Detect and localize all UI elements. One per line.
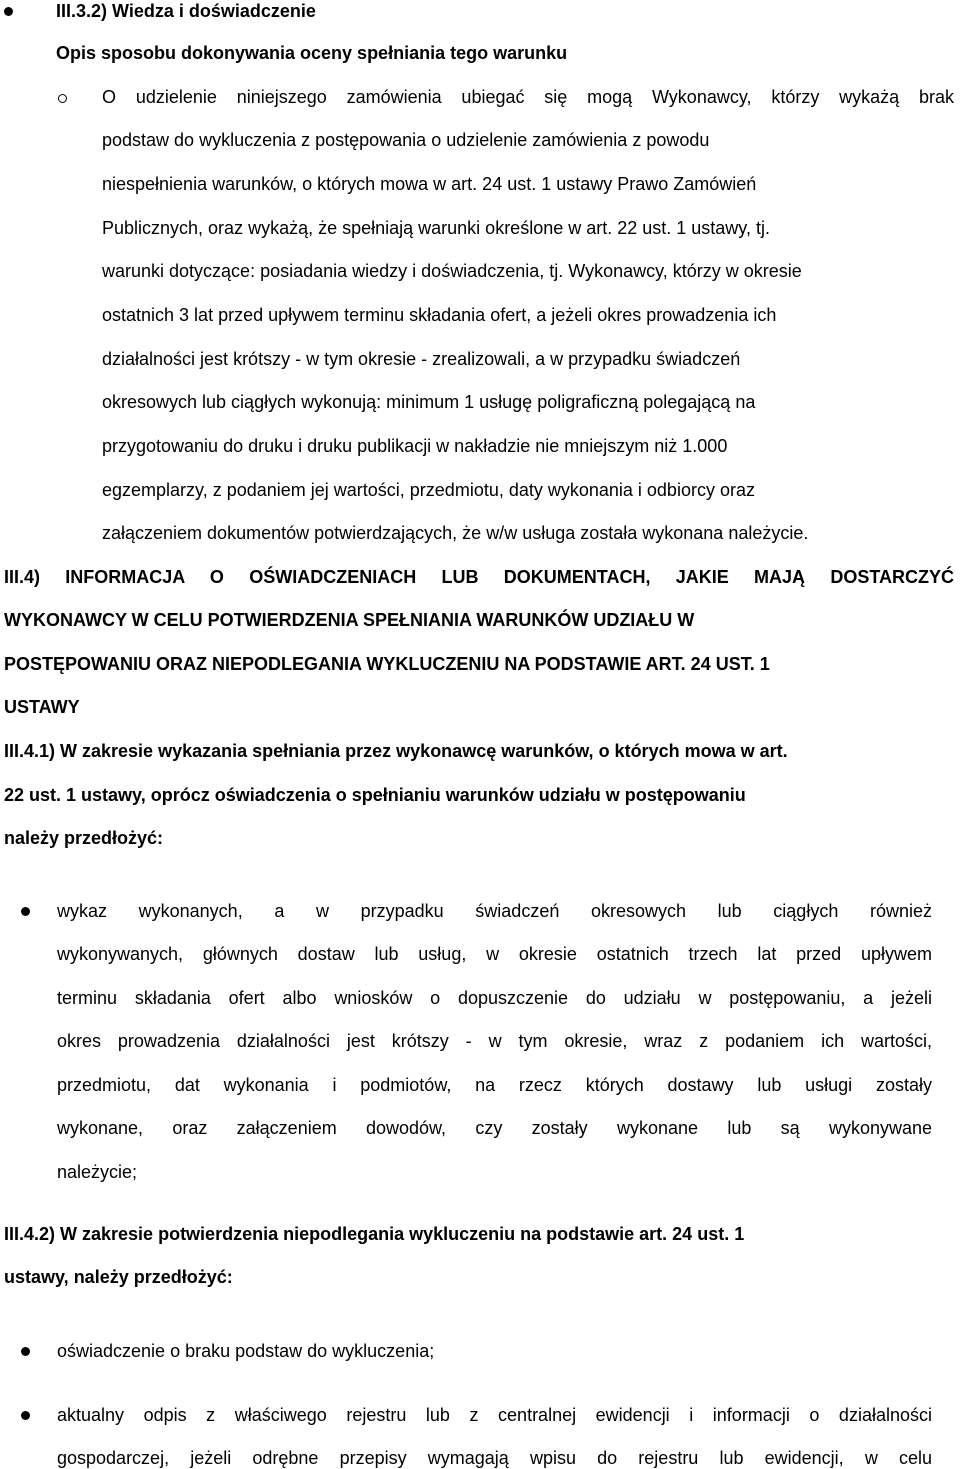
paragraph-line: działalności jest krótszy - w tym okresie - zrealizowali, a w przypadku świadczeń [102,349,741,369]
list-item-line: aktualny odpis z właściwego rejestru lub z centralnej ewidencji i informacji o działalności [57,1405,932,1425]
paragraph-line: egzemplarzy, z podaniem jej wartości, przedmiotu, daty wykonania i odbiorcy oraz [102,480,755,500]
paragraph-line: Publicznych, oraz wykażą, że spełniają warunki określone w art. 22 ust. 1 ustawy, tj. [102,218,770,238]
paragraph-line: podstaw do wykluczenia z postępowania o udzielenie zamówienia z powodu [102,130,710,150]
bullet-icon [21,1411,30,1420]
list-item-line: należycie; [57,1162,138,1182]
bullet-icon [21,907,30,916]
heading-line: III.4.2) W zakresie potwierdzenia niepodlegania wykluczeniu na podstawie art. 24 ust. 1 [4,1224,745,1244]
heading-line: III.4.1) W zakresie wykazania spełniania przez wykonawcę warunków, o których mowa w art. [4,741,788,761]
paragraph-line: przygotowaniu do druku i druku publikacji w nakładzie nie mniejszym niż 1.000 [102,436,728,456]
bullet-icon [4,7,13,16]
list-item-line: wykonane, oraz załączeniem dowodów, czy zostały wykonane lub są wykonywane [57,1118,932,1138]
paragraph-line: O udzielenie niniejszego zamówienia ubiegać się mogą Wykonawcy, którzy wykażą brak [102,87,954,107]
bullet-icon [21,1347,30,1356]
paragraph-line: niespełnienia warunków, o których mowa w art. 24 ust. 1 ustawy Prawo Zamówień [102,174,757,194]
heading-line: ustawy, należy przedłożyć: [4,1267,233,1287]
list-item-line: terminu składania ofert albo wniosków o dopuszczenie do udziału w postępowaniu, a jeżeli [57,988,932,1008]
heading-line: III.4) INFORMACJA O OŚWIADCZENIACH LUB DOKUMENTACH, JAKIE MAJĄ DOSTARCZYĆ [4,567,954,587]
heading-line: USTAWY [4,697,80,717]
list-item-line: wykonywanych, głównych dostaw lub usług, w okresie ostatnich trzech lat przed upływem [57,944,932,964]
list-item-line: przedmiotu, dat wykonania i podmiotów, na rzecz których dostawy lub usługi zostały [57,1075,932,1095]
circle-bullet-icon [58,94,67,103]
heading-line: WYKONAWCY W CELU POTWIERDZENIA SPEŁNIANIA WARUNKÓW UDZIAŁU W [4,610,695,630]
paragraph-line: okresowych lub ciągłych wykonują: minimum 1 usługę poligraficzną polegającą na [102,392,756,412]
paragraph-line: ostatnich 3 lat przed upływem terminu składania ofert, a jeżeli okres prowadzenia ich [102,305,777,325]
list-item-line: gospodarczej, jeżeli odrębne przepisy wymagają wpisu do rejestru lub ewidencji, w celu [57,1448,932,1468]
heading-line: należy przedłożyć: [4,828,164,848]
heading-line: POSTĘPOWANIU ORAZ NIEPODLEGANIA WYKLUCZENIU NA PODSTAWIE ART. 24 UST. 1 [4,654,770,674]
list-item-line: wykaz wykonanych, a w przypadku świadczeń okresowych lub ciągłych również [57,901,932,921]
list-item: oświadczenie o braku podstaw do wykluczenia; [57,1341,435,1361]
section-heading-iii-3-2: III.3.2) Wiedza i doświadczenie [56,1,316,21]
paragraph-line: warunki dotyczące: posiadania wiedzy i doświadczenia, tj. Wykonawcy, którzy w okresie [102,261,802,281]
section-subheading: Opis sposobu dokonywania oceny spełniania tego warunku [56,43,568,63]
list-item-line: okres prowadzenia działalności jest krótszy - w tym okresie, wraz z podaniem ich wartości, [57,1031,932,1051]
heading-line: 22 ust. 1 ustawy, oprócz oświadczenia o spełnianiu warunków udziału w postępowaniu [4,785,746,805]
paragraph-line: załączeniem dokumentów potwierdzających, że w/w usługa została wykonana należycie. [102,523,809,543]
